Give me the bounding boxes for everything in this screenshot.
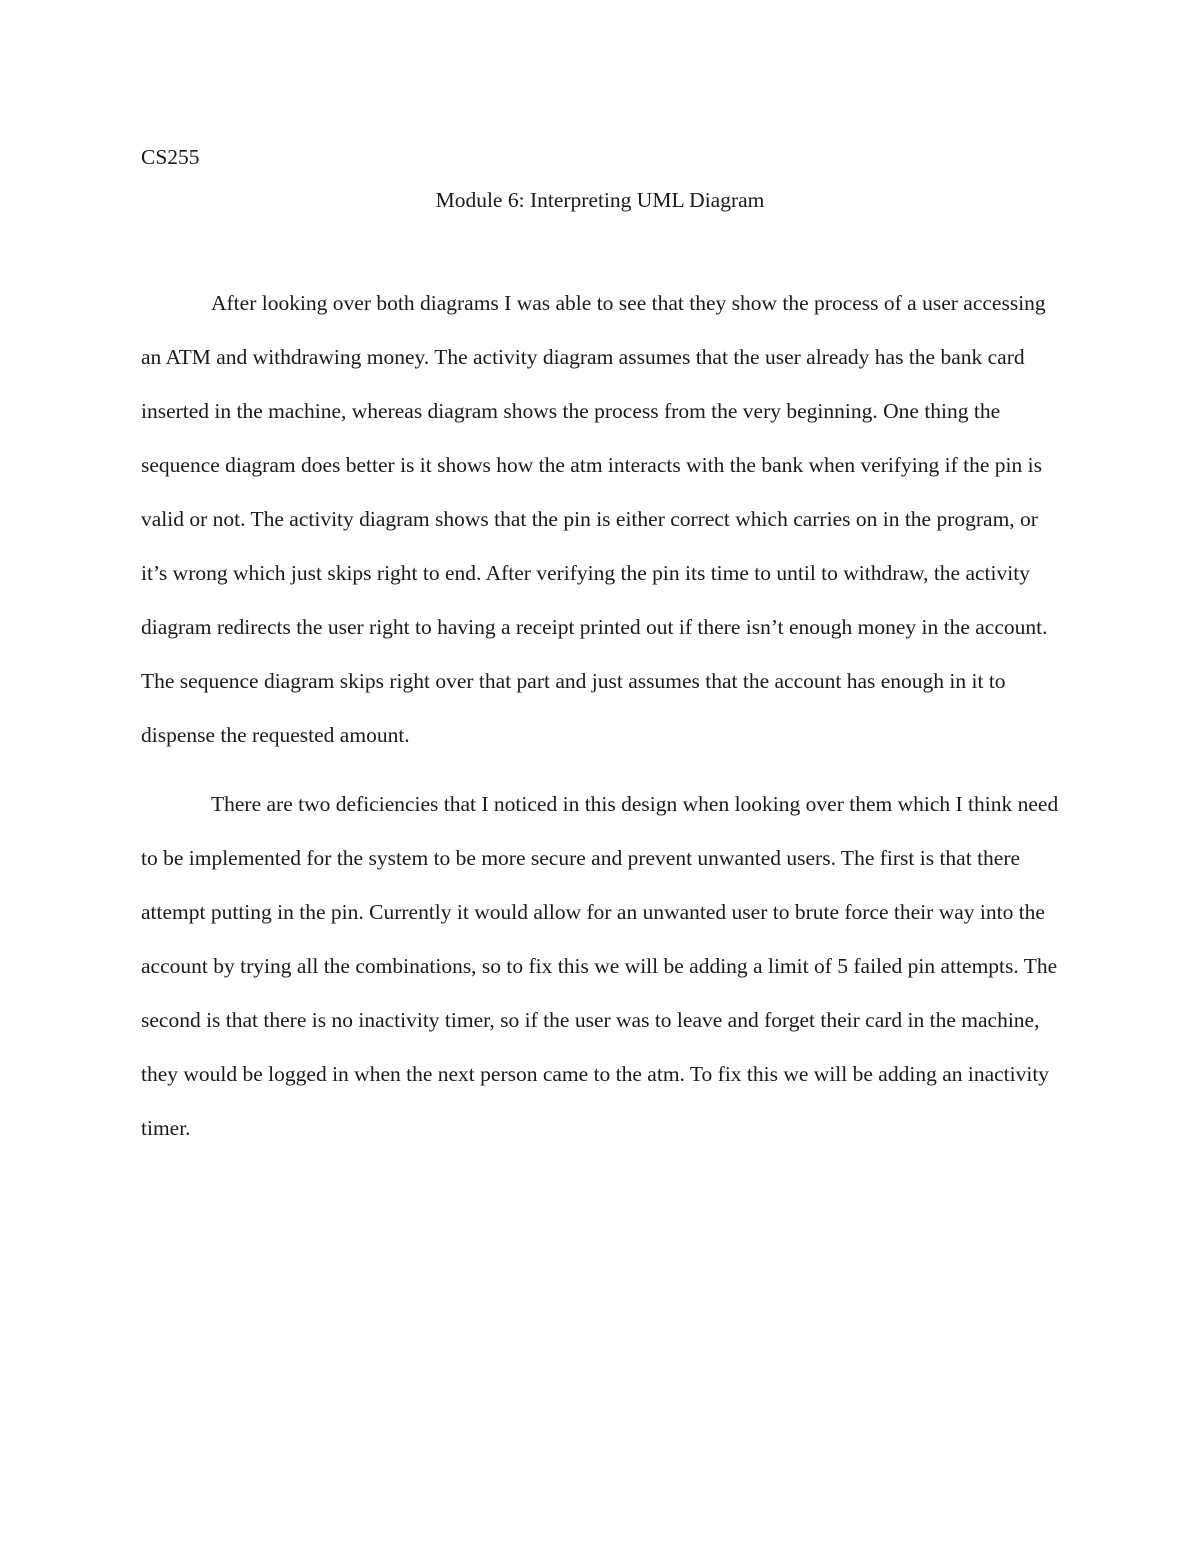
document-title: Module 6: Interpreting UML Diagram xyxy=(435,188,765,212)
body-paragraph-1: After looking over both diagrams I was able to see that they show the process of a user accessing an ATM and withdrawing money. The activity diagram assumes that the user already has the bank card inserted in the machine, whereas diagram shows the process from the very beginning. One thing the sequence diagram does better is it shows how the atm interacts with the bank when verifying if the pin is valid or not. The activity diagram shows that the pin is either correct which carries on in the program, or it’s wrong which just skips right to end. After verifying the pin its time to until to withdraw, the activity diagram redirects the user right to having a receipt printed out if there isn’t enough money in the account. The sequence diagram skips right over that part and just assumes that the account has enough in it to dispense the requested amount. xyxy=(141,291,1048,747)
body-paragraph-2: There are two deficiencies that I noticed in this design when looking over them which I think need to be implemented for the system to be more secure and prevent unwanted users. The first is that there attempt putting in the pin. Currently it would allow for an unwanted user to brute force their way into the account by trying all the combinations, so to fix this we will be adding a limit of 5 failed pin attempts. The second is that there is no inactivity timer, so if the user was to leave and forget their card in the machine, they would be logged in when the next person came to the atm. To fix this we will be adding an inactivity timer. xyxy=(141,792,1059,1140)
course-code: CS255 xyxy=(141,145,200,169)
document-body xyxy=(141,276,1061,1155)
